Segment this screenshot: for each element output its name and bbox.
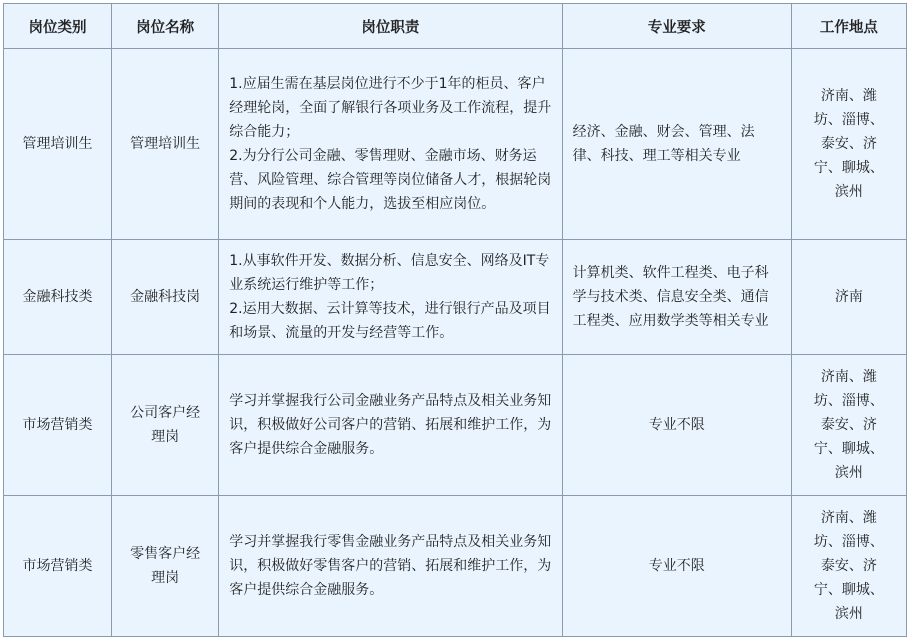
cell-position-name: 零售客户经理岗 xyxy=(112,496,219,637)
cell-duties: 学习并掌握我行公司金融业务产品特点及相关业务知识，积极做好公司客户的营销、拓展和维护工作，为客户提供综合金融服务。 xyxy=(219,355,562,496)
cell-major: 专业不限 xyxy=(562,355,791,496)
cell-category: 市场营销类 xyxy=(4,355,112,496)
table-row xyxy=(4,355,907,496)
cell-position-name: 金融科技岗 xyxy=(112,240,219,355)
header-row xyxy=(4,4,907,49)
cell-duties: 1.从事软件开发、数据分析、信息安全、网络及IT专业系统运行维护等工作； 2.运用大数据、云计算等技术，进行银行产品及项目和场景、流量的开发与经营等工作。 xyxy=(219,240,562,355)
cell-location: 济南 xyxy=(791,240,906,355)
cell-major: 计算机类、软件工程类、电子科学与技术类、信息安全类、通信工程类、应用数学类等相关专业 xyxy=(562,240,791,355)
cell-category: 管理培训生 xyxy=(4,49,112,240)
header-category: 岗位类别 xyxy=(4,4,112,49)
table-row xyxy=(4,240,907,355)
cell-major: 专业不限 xyxy=(562,496,791,637)
job-table xyxy=(3,3,907,637)
header-major: 专业要求 xyxy=(562,4,791,49)
table-row xyxy=(4,496,907,637)
header-position-name: 岗位名称 xyxy=(112,4,219,49)
cell-location: 济南、潍坊、淄博、泰安、济宁、聊城、滨州 xyxy=(791,496,906,637)
cell-major: 经济、金融、财会、管理、法律、科技、理工等相关专业 xyxy=(562,49,791,240)
cell-duties: 1.应届生需在基层岗位进行不少于1年的柜员、客户经理轮岗，全面了解银行各项业务及工作流程，提升综合能力； 2.为分行公司金融、零售理财、金融市场、财务运营、风险管理、综合管理等岗位储备人才，根据轮岗期间的表现和个人能力，选拔至相应岗位。 xyxy=(219,49,562,240)
cell-category: 金融科技类 xyxy=(4,240,112,355)
cell-position-name: 公司客户经理岗 xyxy=(112,355,219,496)
table-row xyxy=(4,49,907,240)
cell-location: 济南、潍坊、淄博、泰安、济宁、聊城、滨州 xyxy=(791,355,906,496)
header-location: 工作地点 xyxy=(791,4,906,49)
cell-position-name: 管理培训生 xyxy=(112,49,219,240)
cell-category: 市场营销类 xyxy=(4,496,112,637)
cell-duties: 学习并掌握我行零售金融业务产品特点及相关业务知识，积极做好零售客户的营销、拓展和维护工作，为客户提供综合金融服务。 xyxy=(219,496,562,637)
header-duties: 岗位职责 xyxy=(219,4,562,49)
cell-location: 济南、潍坊、淄博、泰安、济宁、聊城、滨州 xyxy=(791,49,906,240)
